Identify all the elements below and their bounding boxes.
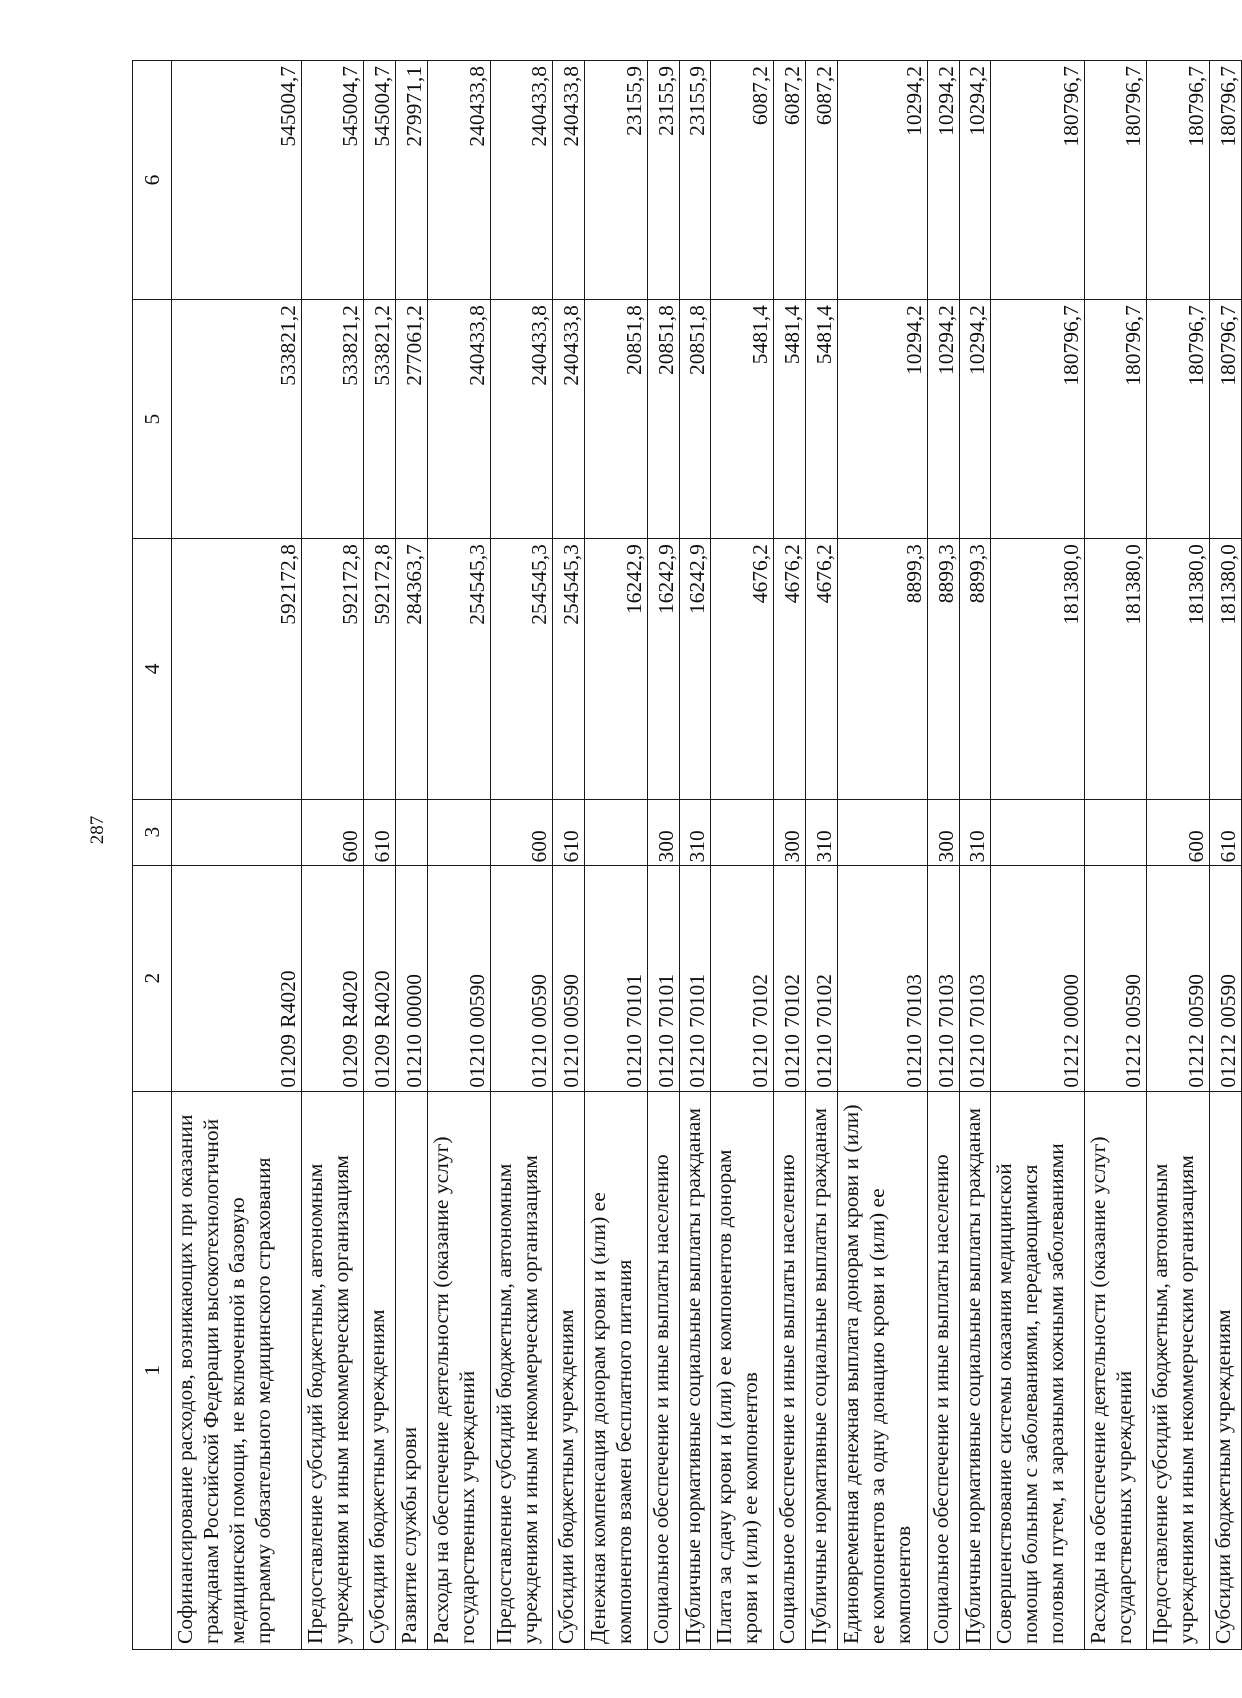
row-code-direction: R4020 [275,970,300,1028]
row-amount-col6: 545004,7 [364,61,396,300]
row-code-direction: 00590 [1183,973,1208,1028]
row-amount-col6: 10294,2 [837,61,927,300]
table-row [172,61,302,1650]
row-code-direction: 70102 [811,973,836,1028]
row-code-direction: 70103 [901,973,926,1028]
row-code [553,865,585,1091]
row-amount-col6: 240433,8 [553,61,585,300]
row-code-program: 01210 [402,1033,427,1088]
col-header-1: 1 [133,1091,172,1649]
page-number: 287 [87,815,108,845]
row-expense-type [711,799,774,865]
row-amount-col6: 240433,8 [428,61,491,300]
row-amount-col4: 181380,0 [1209,539,1241,800]
row-code [959,865,991,1091]
row-expense-type [585,799,648,865]
table-row [396,61,428,1650]
table-row [553,61,585,1650]
row-code [1084,865,1147,1091]
row-code [490,865,553,1091]
row-code-program: 01210 [748,1033,773,1088]
row-amount-col4: 8899,3 [927,539,959,800]
table-row [1209,61,1241,1650]
row-code-program: 01210 [621,1033,646,1088]
row-amount-col4: 4676,2 [805,539,837,800]
row-expense-type [837,799,927,865]
row-expense-type: 600 [490,799,553,865]
row-amount-col4: 16242,9 [647,539,679,800]
table-row [490,61,553,1650]
row-amount-col5: 533821,2 [301,300,364,539]
row-expense-type [396,799,428,865]
table-row [1147,61,1210,1650]
row-amount-col4: 16242,9 [585,539,648,800]
row-amount-col5: 20851,8 [679,300,711,539]
row-code-program: 01209 [275,1033,300,1088]
row-amount-col5: 180796,7 [1209,300,1241,539]
col-header-2: 2 [133,865,172,1091]
row-name: Публичные нормативные социальные выплаты гражданам [805,1091,837,1649]
table-row [959,61,991,1650]
row-amount-col5: 180796,7 [1147,300,1210,539]
row-amount-col5: 180796,7 [991,300,1084,539]
row-expense-type: 600 [1147,799,1210,865]
col-header-3: 3 [133,799,172,865]
table-row [301,61,364,1650]
row-code-direction: 70102 [748,973,773,1028]
row-amount-col6: 10294,2 [959,61,991,300]
header-row [133,61,172,1650]
row-code-direction: 00590 [559,973,584,1028]
row-code [1147,865,1210,1091]
row-amount-col5: 20851,8 [647,300,679,539]
row-name: Развитие службы крови [396,1091,428,1649]
row-name: Публичные нормативные социальные выплаты гражданам [959,1091,991,1649]
row-amount-col6: 10294,2 [927,61,959,300]
row-code-program: 01209 [370,1033,395,1088]
row-name: Субсидии бюджетным учреждениям [364,1091,396,1649]
row-amount-col4: 284363,7 [396,539,428,800]
row-amount-col6: 180796,7 [1084,61,1147,300]
row-code [428,865,491,1091]
table-row [428,61,491,1650]
row-code-program: 01210 [464,1033,489,1088]
row-code [364,865,396,1091]
row-amount-col6: 240433,8 [490,61,553,300]
row-amount-col5: 240433,8 [428,300,491,539]
row-name: Единовременная денежная выплата донорам крови и (или) ее компонентов за одну донацию крови и (или) ее компонентов [837,1091,927,1649]
table-row [991,61,1084,1650]
row-code-direction: 00590 [1216,973,1240,1028]
row-amount-col5: 533821,2 [172,300,302,539]
row-expense-type [172,799,302,865]
row-expense-type: 300 [927,799,959,865]
row-code-direction: 00590 [1121,973,1146,1028]
table-row [585,61,648,1650]
row-amount-col5: 277061,2 [396,300,428,539]
table-row [927,61,959,1650]
row-code-program: 01210 [779,1033,804,1088]
row-expense-type: 610 [1209,799,1241,865]
row-code-program: 01210 [559,1033,584,1088]
row-amount-col6: 180796,7 [991,61,1084,300]
row-expense-type [1084,799,1147,865]
row-code-direction: 70101 [621,973,646,1028]
row-amount-col6: 545004,7 [301,61,364,300]
row-code [805,865,837,1091]
row-code [837,865,927,1091]
row-name: Расходы на обеспечение деятельности (оказание услуг) государственных учреждений [428,1091,491,1649]
row-code-program: 01209 [338,1033,363,1088]
row-expense-type: 610 [553,799,585,865]
budget-table-rotated [132,60,1242,1650]
row-code-program: 01210 [901,1033,926,1088]
row-code-direction: 70103 [933,973,958,1028]
row-code [711,865,774,1091]
row-name: Расходы на обеспечение деятельности (оказание услуг) государственных учреждений [1084,1091,1147,1649]
row-expense-type: 300 [774,799,806,865]
table-row [647,61,679,1650]
row-amount-col4: 254545,3 [490,539,553,800]
row-code-direction: 00000 [1058,973,1083,1028]
row-amount-col4: 8899,3 [837,539,927,800]
row-amount-col6: 6087,2 [805,61,837,300]
row-amount-col4: 181380,0 [1084,539,1147,800]
row-code-program: 01212 [1058,1033,1083,1088]
row-amount-col5: 240433,8 [490,300,553,539]
row-expense-type: 310 [959,799,991,865]
row-amount-col4: 592172,8 [172,539,302,800]
row-amount-col6: 180796,7 [1147,61,1210,300]
row-code-direction: 70102 [779,973,804,1028]
row-amount-col4: 254545,3 [553,539,585,800]
row-amount-col5: 240433,8 [553,300,585,539]
row-amount-col6: 23155,9 [647,61,679,300]
row-amount-col5: 180796,7 [1084,300,1147,539]
row-code-program: 01212 [1121,1033,1146,1088]
col-header-5: 5 [133,300,172,539]
row-code [1209,865,1241,1091]
row-amount-col4: 16242,9 [679,539,711,800]
row-name: Публичные нормативные социальные выплаты гражданам [679,1091,711,1649]
table-row [837,61,927,1650]
row-code-program: 01210 [527,1033,552,1088]
row-code-direction: 00590 [527,973,552,1028]
row-amount-col5: 533821,2 [364,300,396,539]
row-name: Предоставление субсидий бюджетным, автономным учреждениям и иным некоммерческим организациям [301,1091,364,1649]
row-code-direction: 70101 [685,973,710,1028]
table-row [805,61,837,1650]
col-header-4: 4 [133,539,172,800]
row-code-direction: 00000 [402,973,427,1028]
row-amount-col6: 279971,1 [396,61,428,300]
row-amount-col6: 180796,7 [1209,61,1241,300]
row-name: Софинансирование расходов, возникающих при оказании гражданам Российской Федерации высокотехнологичной медицинской помощи, не включенной в базовую программу обязательного медицинского страхования [172,1091,302,1649]
row-amount-col5: 5481,4 [774,300,806,539]
budget-table [132,60,1242,1650]
row-code [774,865,806,1091]
row-name: Денежная компенсация донорам крови и (или) ее компонентов взамен бесплатного питания [585,1091,648,1649]
row-amount-col5: 5481,4 [805,300,837,539]
row-amount-col4: 8899,3 [959,539,991,800]
row-name: Предоставление субсидий бюджетным, автономным учреждениям и иным некоммерческим организациям [490,1091,553,1649]
row-amount-col4: 592172,8 [364,539,396,800]
row-code-direction: R4020 [338,970,363,1028]
row-code-program: 01212 [1216,1033,1240,1088]
row-code [991,865,1084,1091]
row-amount-col6: 6087,2 [711,61,774,300]
row-code [927,865,959,1091]
row-name: Субсидии бюджетным учреждениям [1209,1091,1241,1649]
row-name: Субсидии бюджетным учреждениям [553,1091,585,1649]
table-row [711,61,774,1650]
row-expense-type [428,799,491,865]
row-code [301,865,364,1091]
row-code-program: 01210 [685,1033,710,1088]
row-name: Социальное обеспечение и иные выплаты населению [647,1091,679,1649]
row-name: Плата за сдачу крови и (или) ее компонентов донорам крови и (или) ее компонентов [711,1091,774,1649]
row-amount-col4: 181380,0 [1147,539,1210,800]
row-code [647,865,679,1091]
row-code-direction: R4020 [370,970,395,1028]
row-amount-col6: 545004,7 [172,61,302,300]
row-code-direction: 70103 [965,973,990,1028]
row-amount-col4: 592172,8 [301,539,364,800]
row-amount-col4: 4676,2 [711,539,774,800]
col-header-6: 6 [133,61,172,300]
row-amount-col5: 10294,2 [927,300,959,539]
row-name: Социальное обеспечение и иные выплаты населению [774,1091,806,1649]
row-name: Предоставление субсидий бюджетным, автономным учреждениям и иным некоммерческим организациям [1147,1091,1210,1649]
row-name: Совершенствование системы оказания медицинской помощи больным с заболеваниями, передающимися половым путем, и заразными кожными заболеваниями [991,1091,1084,1649]
table-row [774,61,806,1650]
row-code-program: 01210 [653,1033,678,1088]
row-expense-type: 310 [679,799,711,865]
row-code-program: 01210 [933,1033,958,1088]
row-expense-type: 300 [647,799,679,865]
row-code [396,865,428,1091]
row-code [679,865,711,1091]
row-expense-type [991,799,1084,865]
row-amount-col5: 20851,8 [585,300,648,539]
row-code [585,865,648,1091]
row-amount-col5: 10294,2 [959,300,991,539]
row-expense-type: 610 [364,799,396,865]
row-amount-col5: 5481,4 [711,300,774,539]
row-name: Социальное обеспечение и иные выплаты населению [927,1091,959,1649]
row-code-program: 01210 [965,1033,990,1088]
table-row [679,61,711,1650]
table-row [1084,61,1147,1650]
table-row [364,61,396,1650]
row-amount-col6: 6087,2 [774,61,806,300]
row-amount-col5: 10294,2 [837,300,927,539]
row-expense-type: 600 [301,799,364,865]
row-amount-col6: 23155,9 [679,61,711,300]
row-code [172,865,302,1091]
row-code-program: 01210 [811,1033,836,1088]
row-amount-col4: 254545,3 [428,539,491,800]
row-code-program: 01212 [1183,1033,1208,1088]
row-code-direction: 00590 [464,973,489,1028]
row-expense-type: 310 [805,799,837,865]
row-code-direction: 70101 [653,973,678,1028]
row-amount-col6: 23155,9 [585,61,648,300]
row-amount-col4: 181380,0 [991,539,1084,800]
row-amount-col4: 4676,2 [774,539,806,800]
